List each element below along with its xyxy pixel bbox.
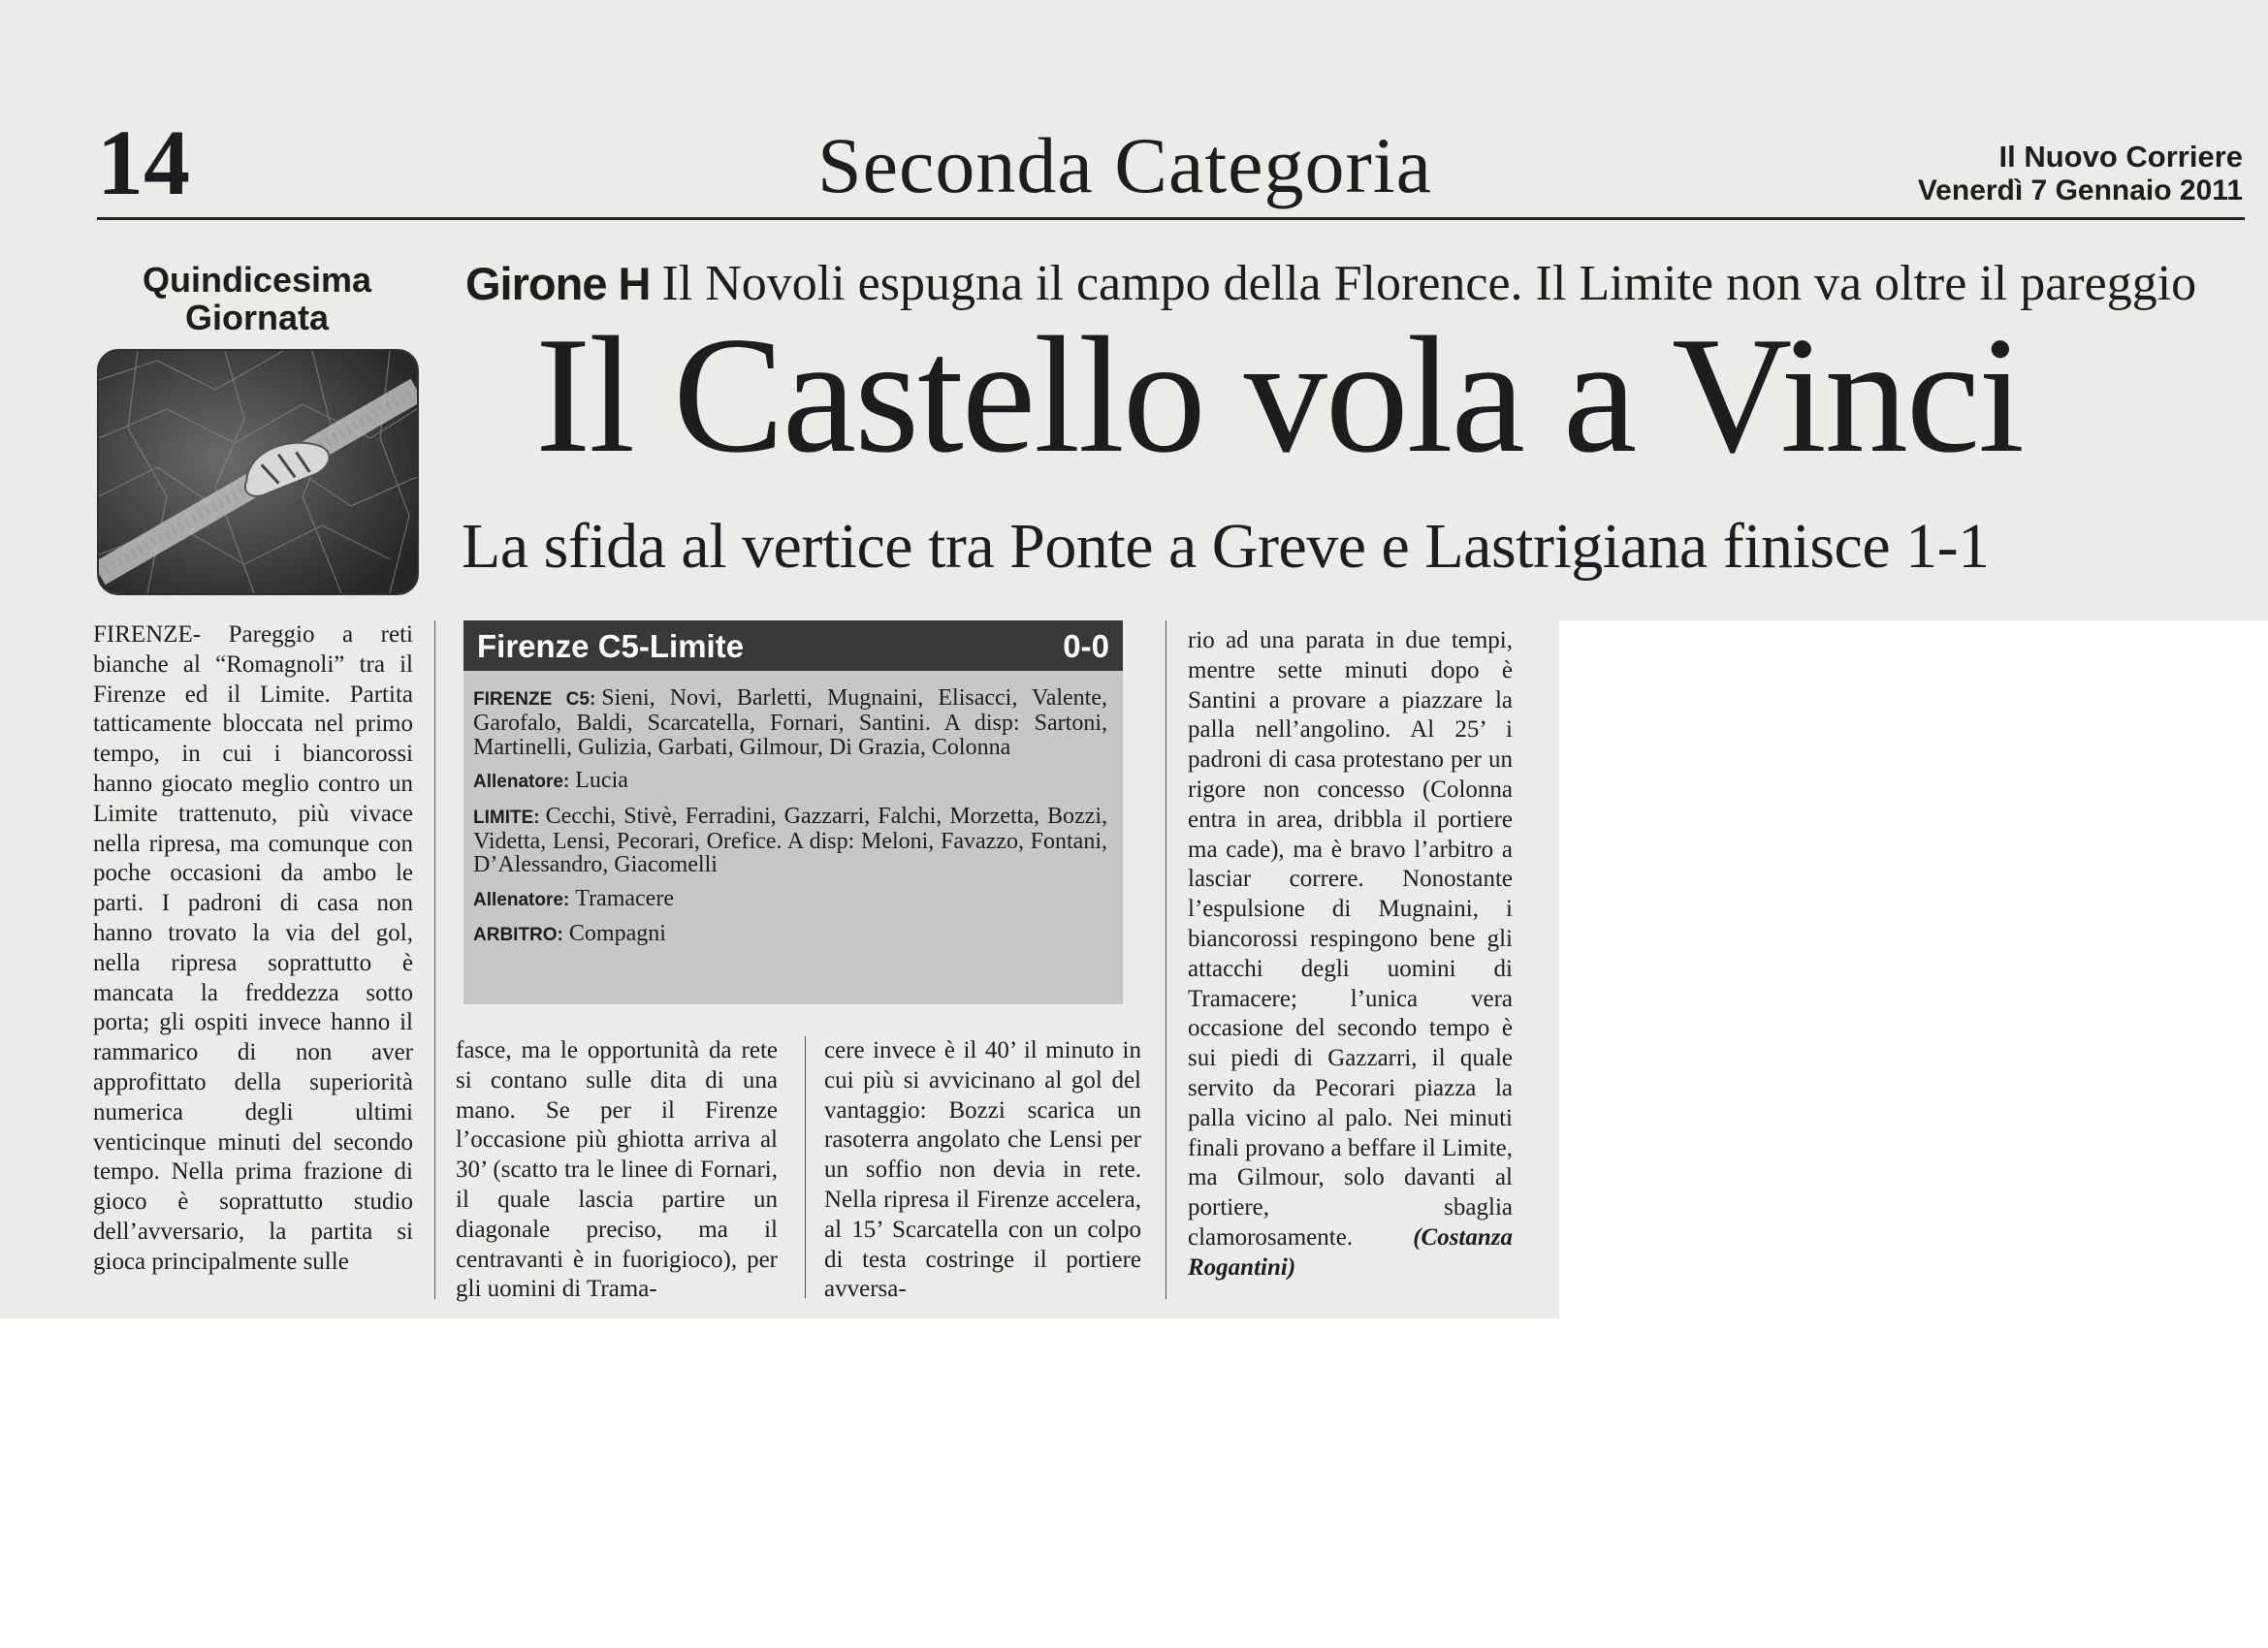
round-kicker xyxy=(97,262,417,337)
masthead xyxy=(1918,141,2243,208)
home-team-label: FIRENZE C5: xyxy=(473,689,596,710)
referee-name: Compagni xyxy=(568,921,666,947)
article-column-2: fasce, ma le opportunità da rete si contano sulle dita di una mano. Se per il Firenze l’occasione più ghiotta arriva al 30’ (scatto tra le linee di Fornari, il quale lascia partire un diagonale preciso, ma il centravanti è in fuorigioco), per gli uomini di Trama- xyxy=(456,1037,778,1303)
home-team-players: Sieni, Novi, Barletti, Mugnaini, Elisacci, Valente, Garofalo, Baldi, Scarcatella, Fornari, Santini. A disp: Sartoni, Martinelli, Gulizia, Garbati, Gilmour, Di Grazia, Colonna xyxy=(473,685,1107,760)
scorebox-header xyxy=(463,620,1123,671)
header-rule xyxy=(97,217,2245,220)
away-lineup xyxy=(473,805,1107,877)
referee xyxy=(473,922,1107,947)
football-boot-net-image xyxy=(99,351,417,593)
column-divider xyxy=(805,1036,806,1298)
group-label: Girone H xyxy=(465,258,651,309)
article-column-3: cere invece è il 40’ il minuto in cui più si avvicinano al gol del vantaggio: Bozzi scarica un rasoterra angolato che Lensi per un soffio non devia in rete. Nella ripresa il Firenze accelera, al 15’ Scarcatella con un colpo di testa costringe il portiere avversa- xyxy=(824,1037,1141,1303)
round-kicker-line2: Giornata xyxy=(184,297,330,337)
match-title: Firenze C5-Limite xyxy=(477,628,745,664)
headline: Il Castello vola a Vinci xyxy=(535,303,2023,488)
match-scorebox xyxy=(463,620,1123,1004)
away-team-label: LIMITE: xyxy=(473,807,540,828)
away-coach-name: Tramacere xyxy=(575,885,674,911)
away-team-players: Cecchi, Stivè, Ferradini, Gazzarri, Falchi, Morzetta, Bozzi, Videtta, Lensi, Pecorari, Orefice. A disp: Meloni, Favazzo, Fontani, D’Alessandro, Giacomelli xyxy=(473,803,1107,878)
home-coach-label: Allenatore: xyxy=(473,772,570,793)
match-score: 0-0 xyxy=(1063,628,1109,664)
football-photo xyxy=(97,349,419,595)
deck-text: Il Novoli espugna il campo della Florence. Il Limite non va oltre il pareggio xyxy=(661,256,2197,311)
page-number: 14 xyxy=(97,111,190,214)
issue-date: Venerdì 7 Gennaio 2011 xyxy=(1917,174,2243,207)
section-title: Seconda Categoria xyxy=(817,121,1433,209)
article-column-1: FIRENZE- Pareggio a reti bianche al “Romagnoli” tra il Firenze ed il Limite. Partita tatticamente bloccata nel primo tempo, in cui i biancorossi hanno giocato meglio contro un Limite trattenuto, più vivace nella ripresa, ma comunque con poche occasioni da ambo le parti. I padroni di casa non hanno trovato la via del gol, nella ripresa soprattutto è mancata la freddezza sotto porta; gli ospiti invece hanno il rammarico di non aver approfittato della superiorità numerica degli ultimi venticinque minuti del secondo tempo. Nella prima frazione di gioco è soprattutto studio dell’avversario, la partita si gioca principalmente sulle xyxy=(93,621,413,1275)
byline: (Costanza Rogantini) xyxy=(1188,1223,1513,1281)
lineups xyxy=(473,686,1107,958)
article-column-4-text: rio ad una parata in due tempi, mentre sette minuti dopo è Santini a provare a piazzare la palla nell’angolino. Al 25’ i padroni di casa protestano per un rigore non concesso (Colonna entra in area, dribbla il portiere ma cade), ma è bravo l’arbitro a lasciar correre. Nonostante l’espulsione di Mugnaini, i biancorossi respingono bene gli attacchi degli uomini di Tramacere; l’unica vera occasione del secondo tempo è sui piedi di Gazzarri, il quale servito da Pecorari piazza la palla vicino al palo. Nei minuti finali provano a beffare il Limite, ma Gilmour, solo davanti al portiere, sbaglia clamorosamente. xyxy=(1188,627,1513,1251)
subheadline: La sfida al vertice tra Ponte a Greve e Lastrigiana finisce 1-1 xyxy=(462,511,1990,582)
home-coach-name: Lucia xyxy=(575,768,628,794)
article-column-4 xyxy=(1188,626,1513,1284)
column-divider xyxy=(434,620,435,1299)
referee-label: ARBITRO: xyxy=(473,925,563,946)
home-coach xyxy=(473,769,1107,794)
home-lineup xyxy=(473,686,1107,759)
newspaper-name: Il Nuovo Corriere xyxy=(1998,140,2243,174)
round-kicker-line1: Quindicesima xyxy=(142,260,372,300)
away-coach xyxy=(473,887,1107,912)
away-coach-label: Allenatore: xyxy=(473,889,570,910)
